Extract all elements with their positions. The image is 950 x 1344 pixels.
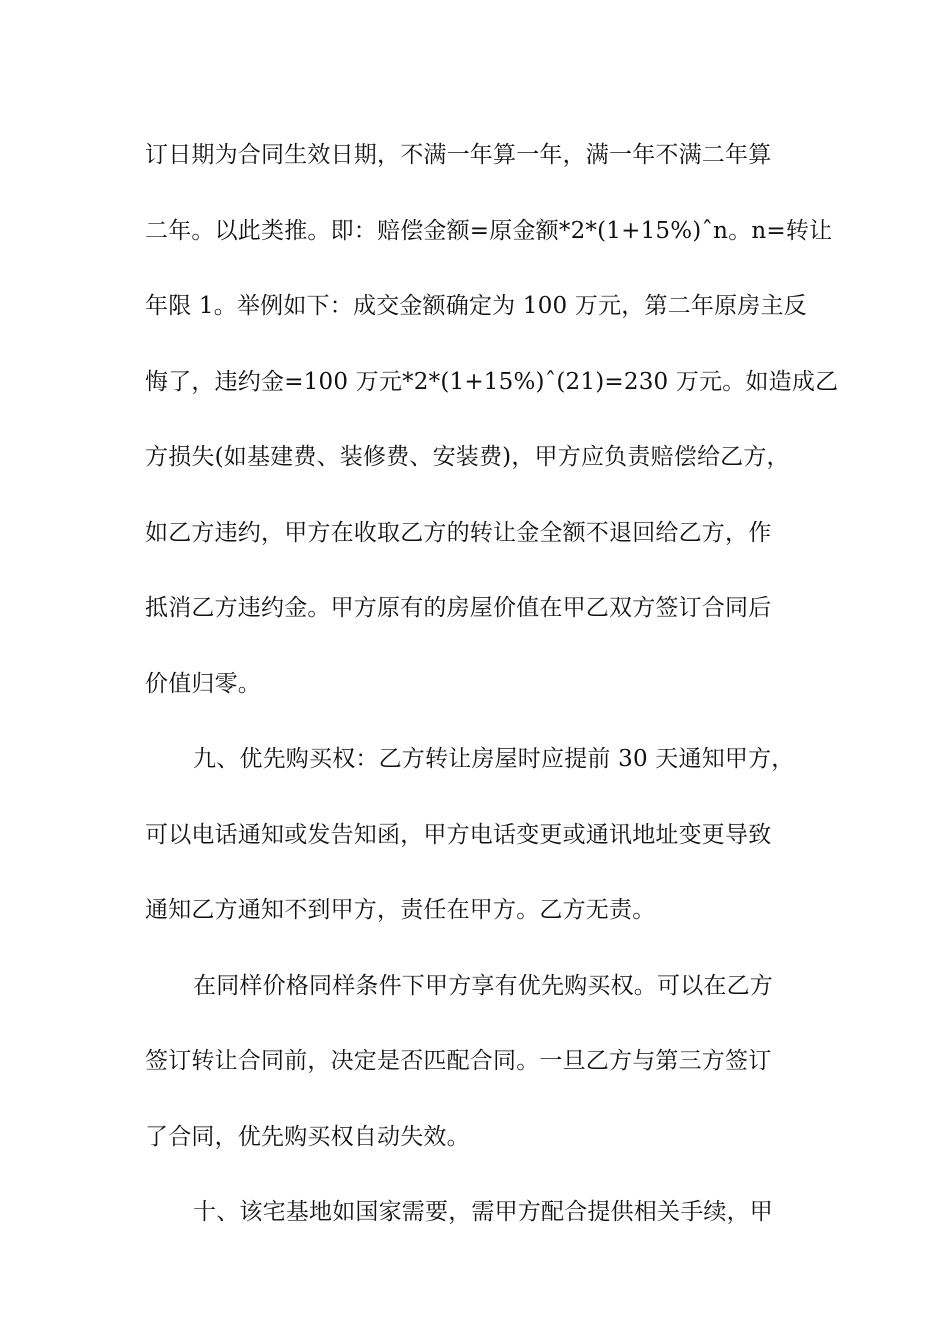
document-body — [145, 130, 839, 1263]
text-line: 悔了，违约金=100 万元*2*(1+15%)ˆ(21)=230 万元。如造成乙 — [145, 368, 839, 395]
section-heading-line: 十、该宅基地如国家需要，需甲方配合提供相关手续，甲 — [193, 1199, 773, 1225]
text-line: 如乙方违约，甲方在收取乙方的转让金全额不退回给乙方，作 — [145, 519, 772, 546]
text-line: 通知乙方通知不到甲方，责任在甲方。乙方无责。 — [145, 897, 656, 923]
text-line: 可以电话通知或发告知函，甲方电话变更或通讯地址变更导致 — [145, 821, 772, 848]
paragraph-start-line: 在同样价格同样条件下甲方享有优先购买权。可以在乙方 — [193, 972, 773, 999]
text-line: 抵消乙方违约金。甲方原有的房屋价值在甲乙双方签订合同后 — [145, 595, 772, 621]
text-line: 价值归零。 — [145, 670, 261, 697]
text-line: 订日期为合同生效日期，不满一年算一年，满一年不满二年算 — [145, 142, 772, 168]
text-line: 方损失(如基建费、装修费、安装费)，甲方应负责赔偿给乙方， — [145, 444, 790, 470]
text-line: 签订转让合同前，决定是否匹配合同。一旦乙方与第三方签订 — [145, 1048, 772, 1074]
text-line: 了合同，优先购买权自动失效。 — [145, 1123, 470, 1150]
text-line: 二年。以此类推。即：赔偿金额=原金额*2*(1+15%)ˆn。n=转让 — [145, 217, 833, 244]
text-line: 年限 1。举例如下：成交金额确定为 100 万元，第二年原房主反 — [145, 293, 807, 319]
section-heading-line: 九、优先购买权：乙方转让房屋时应提前 30 天通知甲方， — [193, 746, 795, 772]
